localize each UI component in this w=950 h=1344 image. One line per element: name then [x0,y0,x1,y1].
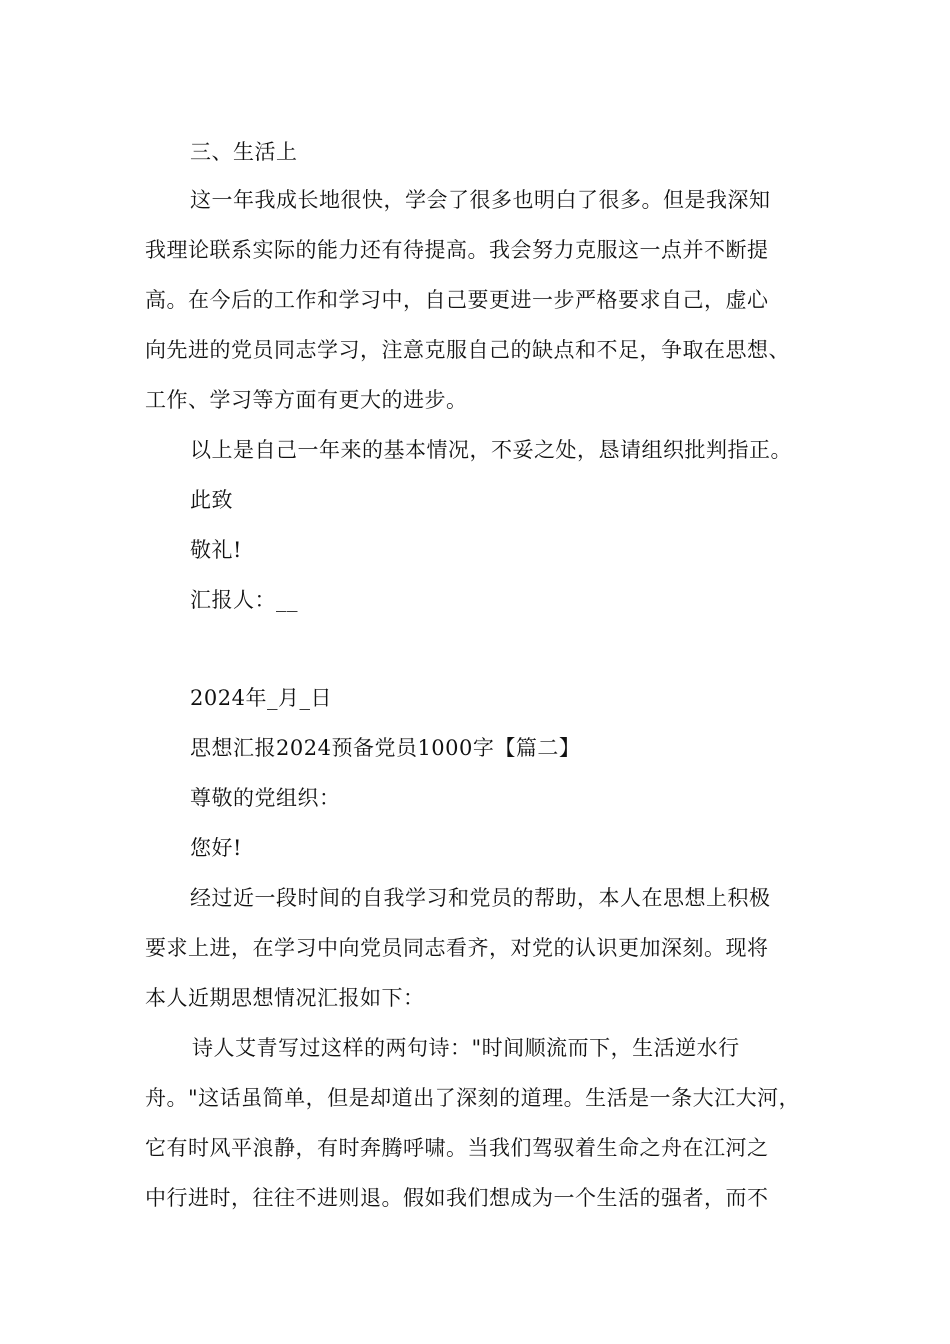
section-title: 思想汇报2024预备党员1000字【篇二】 [190,736,581,760]
paragraph-line: 这一年我成长地很快，学会了很多也明白了很多。但是我深知 [190,188,771,212]
paragraph-line: 工作、学习等方面有更大的进步。 [145,388,468,412]
paragraph-line: 要求上进，在学习中向党员同志看齐，对党的认识更加深刻。现将 [145,936,769,960]
paragraph-line: 经过近一段时间的自我学习和党员的帮助，本人在思想上积极 [190,886,771,910]
paragraph-line: 本人近期思想情况汇报如下： [145,986,425,1010]
salutation-ci-zhi: 此致 [190,488,233,512]
section-heading: 三、生活上 [190,140,298,164]
closing-statement: 以上是自己一年来的基本情况，不妥之处，恳请组织批判指正。 [190,438,792,462]
greeting-addressee: 尊敬的党组织： [190,786,341,810]
paragraph-line: 中行进时，往往不进则退。假如我们想成为一个生活的强者，而不 [145,1186,769,1210]
paragraph-line: 它有时风平浪静，有时奔腾呼啸。当我们驾驭着生命之舟在江河之 [145,1136,769,1160]
paragraph-line: 我理论联系实际的能力还有待提高。我会努力克服这一点并不断提 [145,238,769,262]
paragraph-line: 高。在今后的工作和学习中，自己要更进一步严格要求自己，虚心 [145,288,769,312]
date-line: 2024年_月_日 [190,686,332,710]
paragraph-line: 诗人艾青写过这样的两句诗："时间顺流而下，生活逆水行 [192,1036,740,1060]
paragraph-line: 舟。"这话虽简单，但是却道出了深刻的道理。生活是一条大江大河， [145,1086,801,1110]
reporter-line: 汇报人：__ [190,588,298,612]
salutation-jing-li: 敬礼! [190,538,242,562]
paragraph-line: 向先进的党员同志学习，注意克服自己的缺点和不足，争取在思想、 [145,338,790,362]
greeting-hello: 您好! [190,836,242,860]
